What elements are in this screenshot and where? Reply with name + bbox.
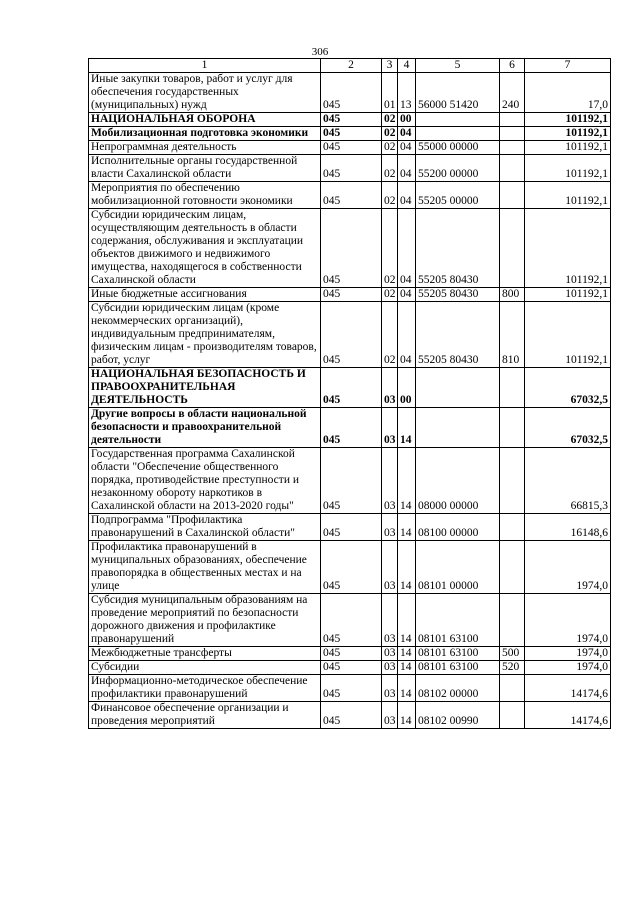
cell-sum: 101192,1 [525,288,611,302]
table-row [89,113,611,127]
cell-pr: 04 [398,155,416,182]
cell-csr: 08102 00990 [416,702,500,729]
cell-ved: 045 [321,661,382,675]
cell-ved: 045 [321,155,382,182]
table-row [89,702,611,729]
table-row [89,448,611,514]
cell-csr: 08101 63100 [416,661,500,675]
cell-pr: 14 [398,661,416,675]
cell-sum: 101192,1 [525,302,611,368]
cell-sum: 17,0 [525,73,611,113]
budget-table [88,58,611,729]
cell-csr: 08101 63100 [416,594,500,647]
cell-vr [500,209,525,288]
cell-rz: 02 [382,209,398,288]
cell-name: Исполнительные органы государственной власти Сахалинской области [89,155,321,182]
cell-pr: 14 [398,514,416,541]
cell-ved: 045 [321,141,382,155]
cell-pr: 04 [398,182,416,209]
table-row [89,141,611,155]
cell-pr: 04 [398,209,416,288]
table-row [89,514,611,541]
cell-sum: 1974,0 [525,661,611,675]
cell-pr: 14 [398,448,416,514]
table-row [89,73,611,113]
cell-ved: 045 [321,514,382,541]
cell-name: Мобилизационная подготовка экономики [89,127,321,141]
cell-name: Профилактика правонарушений в муниципальных образованиях, обеспечение правопорядка в общественных местах и на улице [89,541,321,594]
cell-ved: 045 [321,541,382,594]
table-row [89,368,611,408]
cell-vr: 520 [500,661,525,675]
table-row [89,182,611,209]
cell-csr: 08102 00000 [416,675,500,702]
cell-csr: 55200 00000 [416,155,500,182]
cell-csr: 08101 63100 [416,647,500,661]
cell-name: Межбюджетные трансферты [89,647,321,661]
cell-sum: 66815,3 [525,448,611,514]
cell-pr: 00 [398,368,416,408]
cell-rz: 02 [382,113,398,127]
cell-sum: 101192,1 [525,155,611,182]
cell-csr: 08100 00000 [416,514,500,541]
cell-csr: 08101 00000 [416,541,500,594]
cell-pr: 04 [398,288,416,302]
cell-vr [500,448,525,514]
cell-ved: 045 [321,73,382,113]
cell-vr [500,408,525,448]
cell-ved: 045 [321,288,382,302]
cell-name: Субсидии юридическим лицам, осуществляющим деятельность в области содержания, обслуживания и эксплуатации объектов движимого и недвижимого имущества, находящегося в собственности Сахалинской области [89,209,321,288]
cell-rz: 03 [382,514,398,541]
cell-sum: 1974,0 [525,594,611,647]
cell-vr [500,514,525,541]
table-row [89,675,611,702]
cell-vr [500,182,525,209]
cell-rz: 02 [382,127,398,141]
cell-csr [416,127,500,141]
cell-ved: 045 [321,448,382,514]
cell-rz: 03 [382,448,398,514]
cell-ved: 045 [321,302,382,368]
cell-vr [500,702,525,729]
cell-name: Подпрограмма "Профилактика правонарушений в Сахалинской области" [89,514,321,541]
col-header-1: 1 [89,59,321,73]
cell-sum: 101192,1 [525,127,611,141]
col-header-7: 7 [525,59,611,73]
cell-pr: 14 [398,408,416,448]
cell-name: Другие вопросы в области национальной безопасности и правоохранительной деятельности [89,408,321,448]
cell-pr: 00 [398,113,416,127]
col-header-5: 5 [416,59,500,73]
cell-vr [500,141,525,155]
cell-csr: 55205 80430 [416,288,500,302]
cell-csr: 55205 80430 [416,209,500,288]
cell-csr [416,408,500,448]
table-row [89,594,611,647]
cell-ved: 045 [321,594,382,647]
cell-rz: 03 [382,647,398,661]
cell-ved: 045 [321,209,382,288]
cell-name: Информационно-методическое обеспечение профилактики правонарушений [89,675,321,702]
cell-vr: 800 [500,288,525,302]
table-row [89,127,611,141]
cell-rz: 02 [382,182,398,209]
cell-rz: 01 [382,73,398,113]
cell-rz: 03 [382,702,398,729]
cell-name: Субсидии [89,661,321,675]
table-row [89,288,611,302]
cell-vr [500,541,525,594]
table-row [89,541,611,594]
cell-ved: 045 [321,675,382,702]
cell-rz: 03 [382,368,398,408]
cell-csr: 55000 00000 [416,141,500,155]
cell-pr: 04 [398,127,416,141]
table-row [89,647,611,661]
col-header-6: 6 [500,59,525,73]
cell-rz: 03 [382,675,398,702]
cell-csr: 08000 00000 [416,448,500,514]
cell-vr [500,127,525,141]
cell-pr: 14 [398,675,416,702]
cell-name: Субсидии юридическим лицам (кроме некоммерческих организаций), индивидуальным предпринимателям, физическим лицам - производителям товаров, работ, услуг [89,302,321,368]
table-row [89,302,611,368]
cell-sum: 16148,6 [525,514,611,541]
cell-rz: 02 [382,302,398,368]
cell-csr [416,368,500,408]
cell-sum: 101192,1 [525,113,611,127]
cell-sum: 1974,0 [525,541,611,594]
cell-sum: 101192,1 [525,141,611,155]
cell-csr: 55205 00000 [416,182,500,209]
cell-csr [416,113,500,127]
cell-rz: 02 [382,141,398,155]
cell-rz: 02 [382,288,398,302]
cell-pr: 04 [398,302,416,368]
cell-rz: 02 [382,155,398,182]
cell-ved: 045 [321,702,382,729]
cell-ved: 045 [321,182,382,209]
cell-csr: 56000 51420 [416,73,500,113]
cell-rz: 03 [382,408,398,448]
table-row [89,661,611,675]
cell-pr: 14 [398,594,416,647]
cell-vr: 500 [500,647,525,661]
cell-ved: 045 [321,647,382,661]
cell-sum: 101192,1 [525,182,611,209]
cell-csr: 55205 80430 [416,302,500,368]
cell-ved: 045 [321,368,382,408]
header-row [89,59,611,73]
cell-ved: 045 [321,408,382,448]
cell-ved: 045 [321,127,382,141]
cell-rz: 03 [382,594,398,647]
cell-name: Иные закупки товаров, работ и услуг для обеспечения государственных (муниципальных) нужд [89,73,321,113]
cell-vr [500,594,525,647]
table-row [89,209,611,288]
cell-sum: 14174,6 [525,702,611,729]
col-header-4: 4 [398,59,416,73]
cell-pr: 14 [398,541,416,594]
cell-name: Иные бюджетные ассигнования [89,288,321,302]
cell-ved: 045 [321,113,382,127]
cell-vr: 810 [500,302,525,368]
cell-sum: 14174,6 [525,675,611,702]
col-header-3: 3 [382,59,398,73]
cell-sum: 67032,5 [525,368,611,408]
cell-pr: 13 [398,73,416,113]
cell-name: Государственная программа Сахалинской области "Обеспечение общественного порядка, противодействие преступности и незаконному обороту наркотиков в Сахалинской области на 2013-2020 годы" [89,448,321,514]
cell-sum: 1974,0 [525,647,611,661]
cell-sum: 101192,1 [525,209,611,288]
cell-vr [500,675,525,702]
cell-name: НАЦИОНАЛЬНАЯ БЕЗОПАСНОСТЬ И ПРАВООХРАНИТЕЛЬНАЯ ДЕЯТЕЛЬНОСТЬ [89,368,321,408]
cell-vr: 240 [500,73,525,113]
cell-name: Финансовое обеспечение организации и проведения мероприятий [89,702,321,729]
page-number: 306 [311,46,329,58]
cell-pr: 14 [398,647,416,661]
cell-name: Субсидия муниципальным образованиям на проведение мероприятий по безопасности дорожного движения и профилактике правонарушений [89,594,321,647]
cell-rz: 03 [382,541,398,594]
cell-name: НАЦИОНАЛЬНАЯ ОБОРОНА [89,113,321,127]
table-row [89,408,611,448]
table-row [89,155,611,182]
cell-vr [500,368,525,408]
cell-name: Непрограммная деятельность [89,141,321,155]
cell-rz: 03 [382,661,398,675]
cell-name: Мероприятия по обеспечению мобилизационной готовности экономики [89,182,321,209]
col-header-2: 2 [321,59,382,73]
cell-pr: 14 [398,702,416,729]
cell-vr [500,113,525,127]
cell-pr: 04 [398,141,416,155]
cell-vr [500,155,525,182]
cell-sum: 67032,5 [525,408,611,448]
